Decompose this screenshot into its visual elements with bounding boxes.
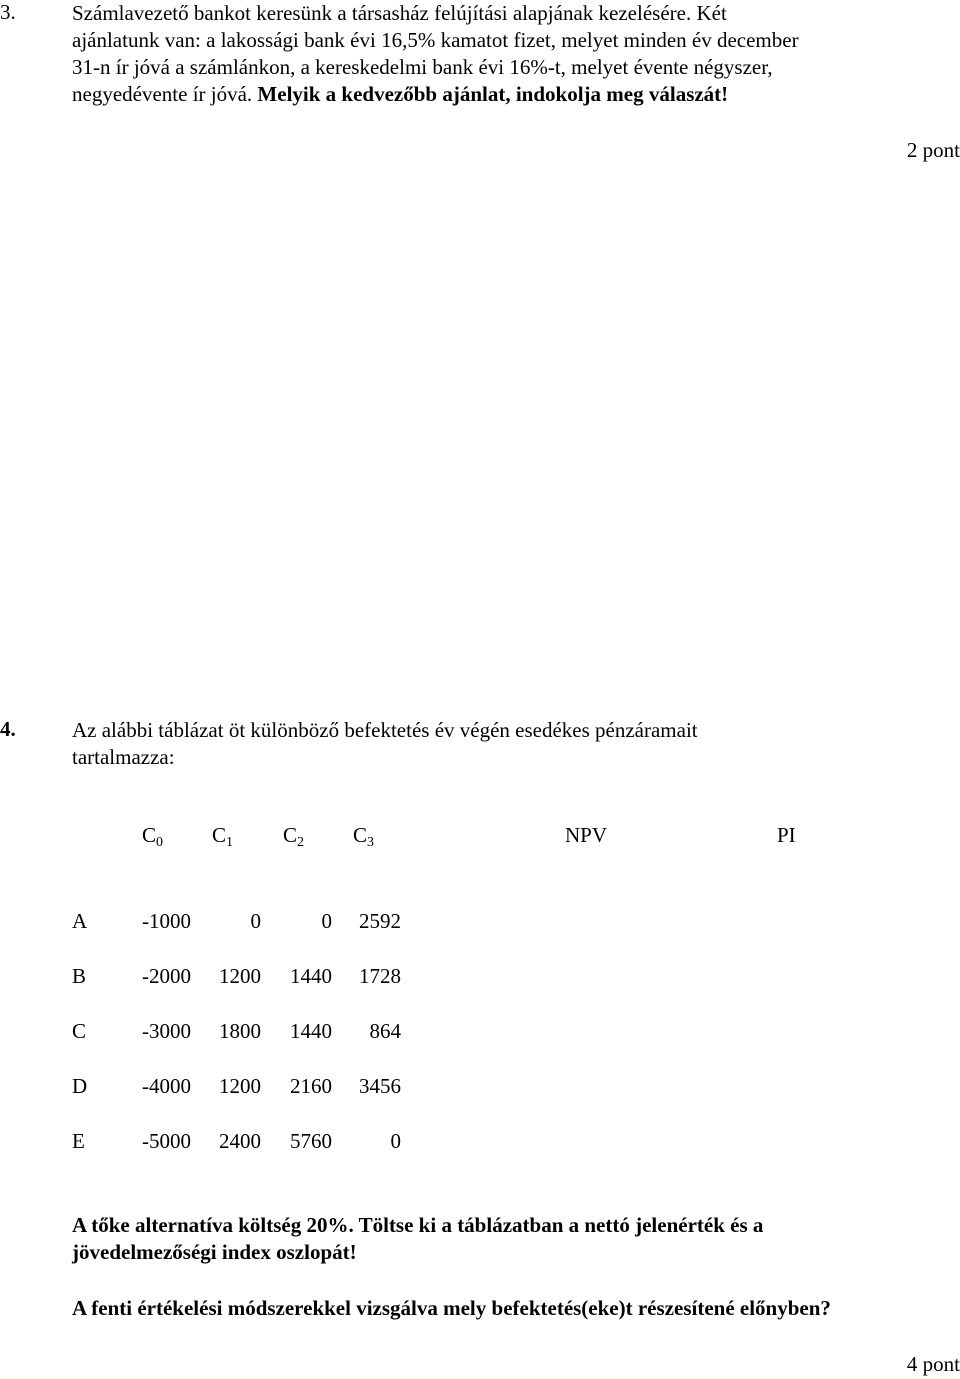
cell-c0: -5000 (142, 1129, 191, 1153)
cell-c1: 1800 (219, 1019, 261, 1043)
header-c1: $C_1$ (212, 823, 234, 850)
question-3-number: 3. (0, 0, 16, 24)
question-4-task (72, 1212, 960, 1266)
cell-c1: 2400 (219, 1129, 261, 1153)
cell-c1: 1200 (219, 1074, 261, 1098)
question-4-points: 4 pont (906, 1352, 960, 1376)
question-4-task-line: A tőke alternatíva költség 20%. Töltse ki a táblázatban a nettó jelenérték és a (72, 1213, 764, 1237)
cell-c0: -3000 (142, 1019, 191, 1043)
question-3-task: Melyik a kedvezőbb ajánlat, indokolja meg válaszát! (257, 82, 729, 106)
header-npv: NPV (565, 823, 608, 847)
question-4-intro-line: tartalmazza: (72, 745, 175, 769)
header-c2: $C_2$ (283, 823, 305, 850)
question-3-line: Számlavezető bankot keresünk a társasház felújítási alapjának kezelésére. Két (72, 1, 727, 25)
cell-c2: 2160 (290, 1074, 332, 1098)
question-3-statement: negyedévente ír jóvá. (72, 82, 258, 106)
question-4-intro (72, 717, 960, 771)
cell-c3: 3456 (359, 1074, 401, 1098)
cell-c0: -1000 (142, 909, 191, 933)
question-4-final-question: A fenti értékelési módszerekkel vizsgálva mely befektetés(eke)t részesítené előnyben? (72, 1296, 831, 1320)
question-4-intro-line: Az alábbi táblázat öt különböző befektetés év végén esedékes pénzáramait (72, 718, 698, 742)
header-c0: $C_0$ (142, 823, 164, 850)
question-4-number: 4. (0, 717, 16, 741)
cell-c0: -2000 (142, 964, 191, 988)
row-label: C (72, 1019, 87, 1043)
cell-c1: 1200 (219, 964, 261, 988)
cell-c3: 864 (369, 1019, 401, 1043)
question-3-line: 31-n ír jóvá a számlánkon, a kereskedelmi bank évi 16%-t, melyet évente négyszer, (72, 55, 773, 79)
cell-c2: 0 (321, 909, 332, 933)
cell-c3: 0 (390, 1129, 401, 1153)
cell-c3: 1728 (359, 964, 401, 988)
question-3-line: ajánlatunk van: a lakossági bank évi 16,5% kamatot fizet, melyet minden év december (72, 28, 799, 52)
header-c3: $C_3$ (353, 823, 375, 850)
row-label: D (72, 1074, 88, 1098)
cell-c3: 2592 (359, 909, 401, 933)
question-3-text (72, 0, 960, 108)
row-label: B (72, 964, 87, 988)
question-4-task-line: jövedelmezőségi index oszlopát! (72, 1240, 357, 1264)
cashflow-table (0, 823, 960, 1153)
cell-c0: -4000 (142, 1074, 191, 1098)
header-pi: PI (777, 823, 796, 847)
cell-c2: 1440 (290, 1019, 332, 1043)
cell-c2: 1440 (290, 964, 332, 988)
cell-c1: 0 (250, 909, 261, 933)
row-label: A (72, 909, 88, 933)
cell-c2: 5760 (290, 1129, 332, 1153)
row-label: E (72, 1129, 85, 1153)
question-3-line (72, 81, 960, 108)
question-3-points: 2 pont (906, 138, 960, 162)
